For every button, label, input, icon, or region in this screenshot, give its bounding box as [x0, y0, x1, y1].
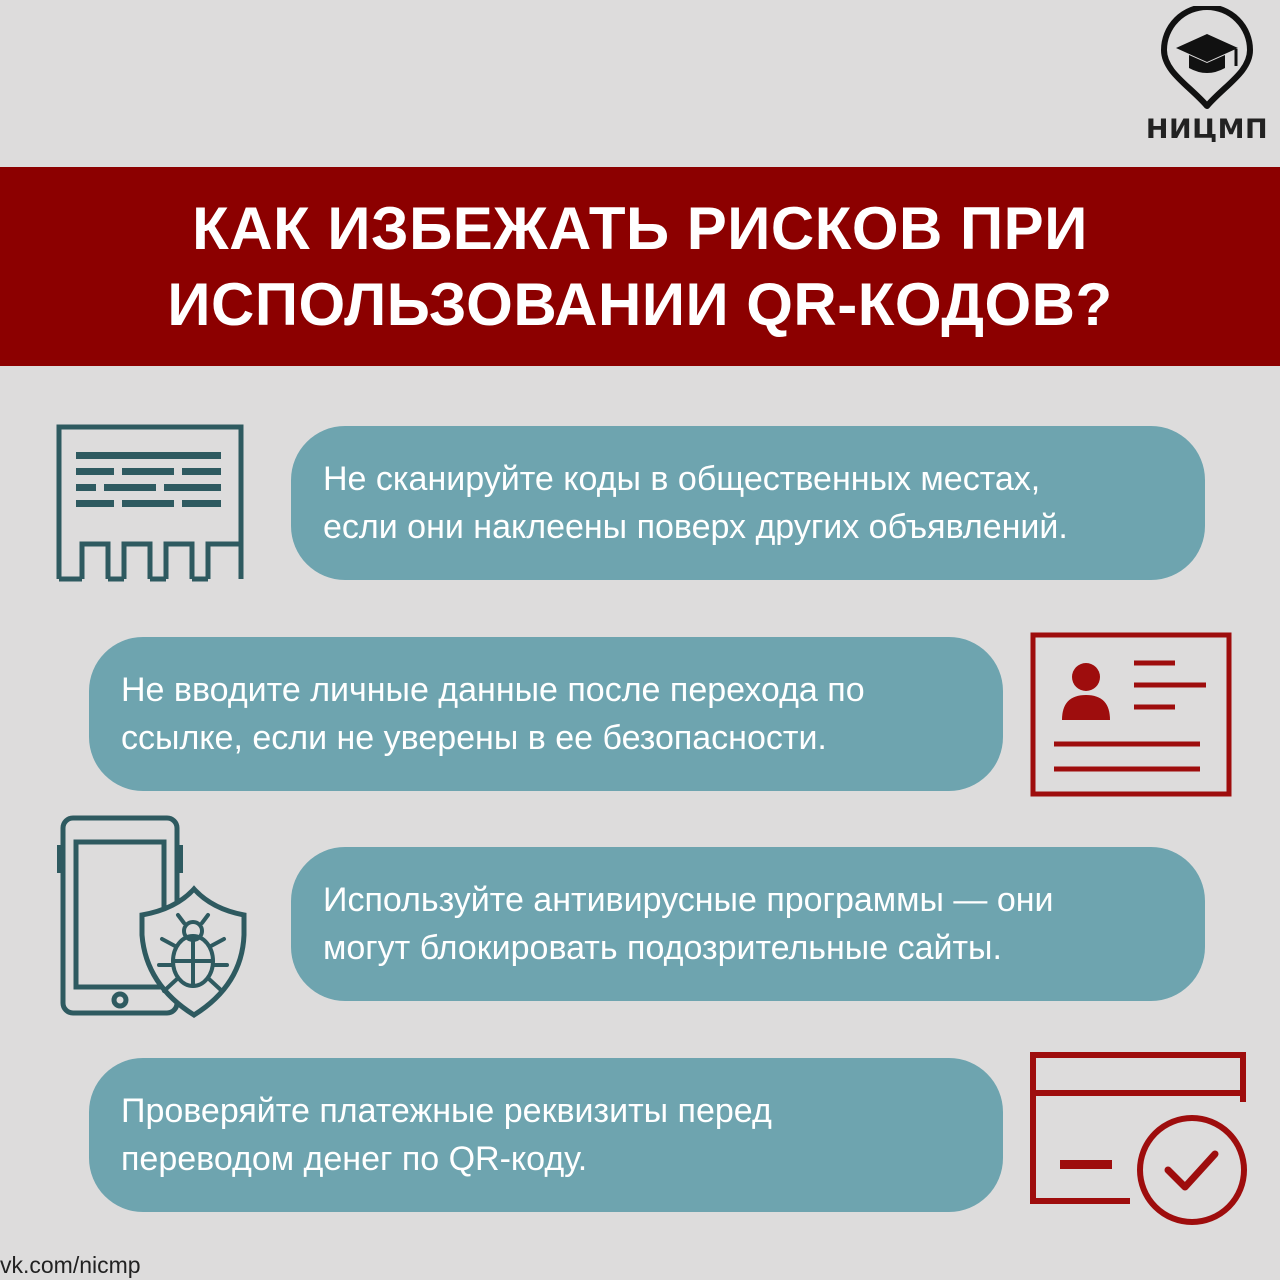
tip-text-2 [121, 666, 865, 762]
graduation-cap-pin-icon [1160, 6, 1254, 110]
footer-link[interactable]: vk.com/nicmp [0, 1252, 141, 1278]
tip-1-line-1: Не сканируйте коды в общественных местах, [323, 460, 1041, 498]
title-line-1: КАК ИЗБЕЖАТЬ РИСКОВ ПРИ [192, 194, 1088, 262]
title-banner [0, 167, 1280, 366]
logo [1140, 6, 1274, 144]
notice-board-icon [56, 424, 244, 582]
tip-4-line-2: переводом денег по QR-коду. [121, 1140, 588, 1178]
tip-text-3 [323, 876, 1054, 972]
title-line-2: ИСПОЛЬЗОВАНИИ QR-КОДОВ? [167, 270, 1113, 338]
tip-bubble-3 [291, 847, 1205, 1001]
tip-3-line-1: Используйте антивирусные программы — они [323, 881, 1054, 919]
phone-antivirus-shield-icon [56, 815, 248, 1021]
tip-2-line-2: ссылке, если не уверены в ее безопасности. [121, 719, 827, 757]
id-card-icon [1030, 632, 1232, 798]
page-title [167, 191, 1112, 343]
payment-card-check-icon [1030, 1052, 1252, 1230]
tip-4-line-1: Проверяйте платежные реквизиты перед [121, 1092, 772, 1130]
tip-1-line-2: если они наклеены поверх других объявлений. [323, 508, 1068, 546]
tip-bubble-4 [89, 1058, 1003, 1212]
tip-bubble-2 [89, 637, 1003, 791]
tip-bubble-1 [291, 426, 1205, 580]
tip-3-line-2: могут блокировать подозрительные сайты. [323, 929, 1002, 967]
tip-text-1 [323, 455, 1068, 551]
logo-text: НИЦМП [1145, 114, 1269, 145]
tip-2-line-1: Не вводите личные данные после перехода по [121, 671, 865, 709]
tip-text-4 [121, 1087, 772, 1183]
